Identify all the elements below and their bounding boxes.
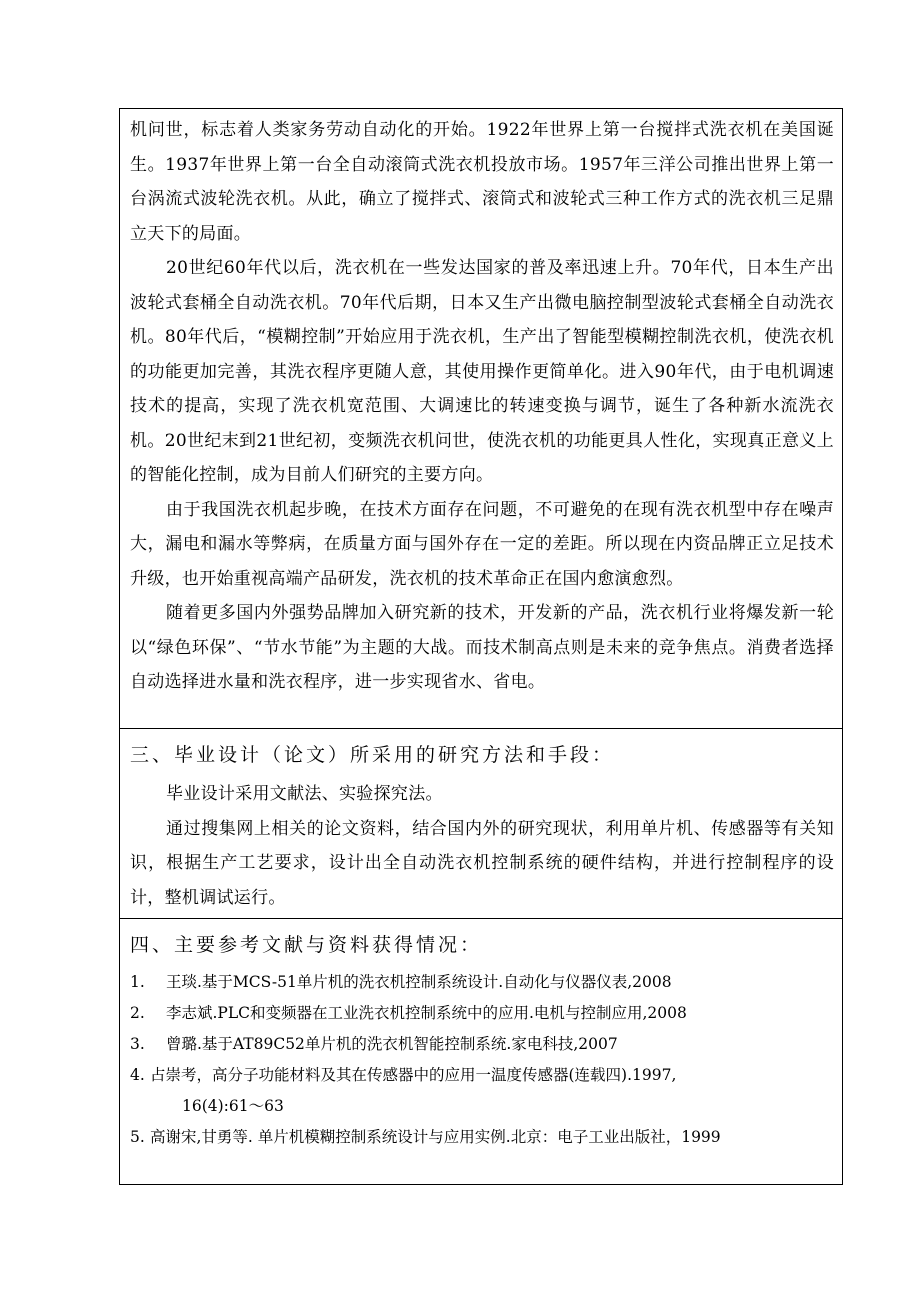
- reference-text: 高谢宋,甘勇等. 单片机模糊控制系统设计与应用实例.北京：电子工业出版社，1999: [150, 1128, 721, 1146]
- background-paragraph-2: 20世纪60年代以后，洗衣机在一些发达国家的普及率迅速上升。70年代，日本生产出波轮式套桶全自动洗衣机。70年代后期，日本又生产出微电脑控制型波轮式套桶全自动洗衣机。80年代后，“模糊控制”开始应用于洗衣机，生产出了智能型模糊控制洗衣机，使洗衣机的功能更加完善，其洗衣程序更随人意，其使用操作更简单化。进入90年代，由于电机调速技术的提高，实现了洗衣机宽范围、大调速比的转速变换与调节，诞生了各种新水流洗衣机。20世纪末到21世纪初，变频洗衣机问世，使洗衣机的功能更具人性化，实现真正意义上的智能化控制，成为目前人们研究的主要方向。: [130, 258, 834, 485]
- reference-item-4: [130, 1060, 842, 1091]
- reference-item-2: [130, 998, 842, 1029]
- reference-number: 1.: [130, 973, 145, 991]
- reference-item-1: [130, 967, 842, 998]
- methods-heading: 三、毕业设计（论文）所采用的研究方法和手段：: [130, 744, 615, 766]
- reference-text: 李志斌.PLC和变频器在工业洗衣机控制系统中的应用.电机与控制应用,2008: [166, 1004, 687, 1022]
- background-section: [120, 109, 842, 729]
- reference-number: 4.: [130, 1066, 145, 1084]
- reference-list: [130, 967, 842, 1153]
- reference-item-5: [130, 1122, 842, 1153]
- background-paragraph-1: 机问世，标志着人类家务劳动自动化的开始。1922年世界上第一台搅拌式洗衣机在美国诞生。1937年世界上第一台全自动滚筒式洗衣机投放市场。1957年三洋公司推出世界上第一台涡流式波轮洗衣机。从此，确立了搅拌式、滚筒式和波轮式三种工作方式的洗衣机三足鼎立天下的局面。: [130, 120, 834, 244]
- methods-paragraph-2: 通过搜集网上相关的论文资料，结合国内外的研究现状，利用单片机、传感器等有关知识，根据生产工艺要求，设计出全自动洗衣机控制系统的硬件结构，并进行控制程序的设计，整机调试运行。: [130, 818, 834, 908]
- proposal-form-table: [119, 108, 843, 1185]
- reference-text: 曾璐.基于AT89C52单片机的洗衣机智能控制系统.家电科技,2007: [166, 1035, 618, 1053]
- reference-number: 5.: [130, 1128, 145, 1146]
- methods-paragraph-1: 毕业设计采用文献法、实验探究法。: [166, 784, 443, 804]
- background-paragraph-4: 随着更多国内外强势品牌加入研究新的技术，开发新的产品，洗衣机行业将爆发新一轮以“绿色环保”、“节水节能”为主题的大战。而技术制高点则是未来的竞争焦点。消费者选择自动选择进水量和洗衣程序，进一步实现省水、省电。: [130, 603, 834, 692]
- references-heading: 四、主要参考文献与资料获得情况：: [130, 934, 483, 956]
- references-section: [120, 919, 842, 1184]
- background-paragraph-3: 由于我国洗衣机起步晚，在技术方面存在问题，不可避免的在现有洗衣机型中存在噪声大，漏电和漏水等弊病，在质量方面与国外存在一定的差距。所以现在内资品牌正立足技术升级，也开始重视高端产品研发，洗衣机的技术革命正在国内愈演愈烈。: [130, 499, 834, 589]
- methods-section: [120, 729, 842, 919]
- reference-item-3: [130, 1029, 842, 1060]
- reference-number: 3.: [130, 1035, 145, 1053]
- reference-text: 占崇考，高分子功能材料及其在传感器中的应用一温度传感器(连载四).1997,: [150, 1066, 677, 1084]
- reference-number: 2.: [130, 1004, 145, 1022]
- reference-item-4-continuation: 16(4):61～63: [182, 1097, 284, 1115]
- reference-text: 王琰.基于MCS-51单片机的洗衣机控制系统设计.自动化与仪器仪表,2008: [166, 973, 672, 991]
